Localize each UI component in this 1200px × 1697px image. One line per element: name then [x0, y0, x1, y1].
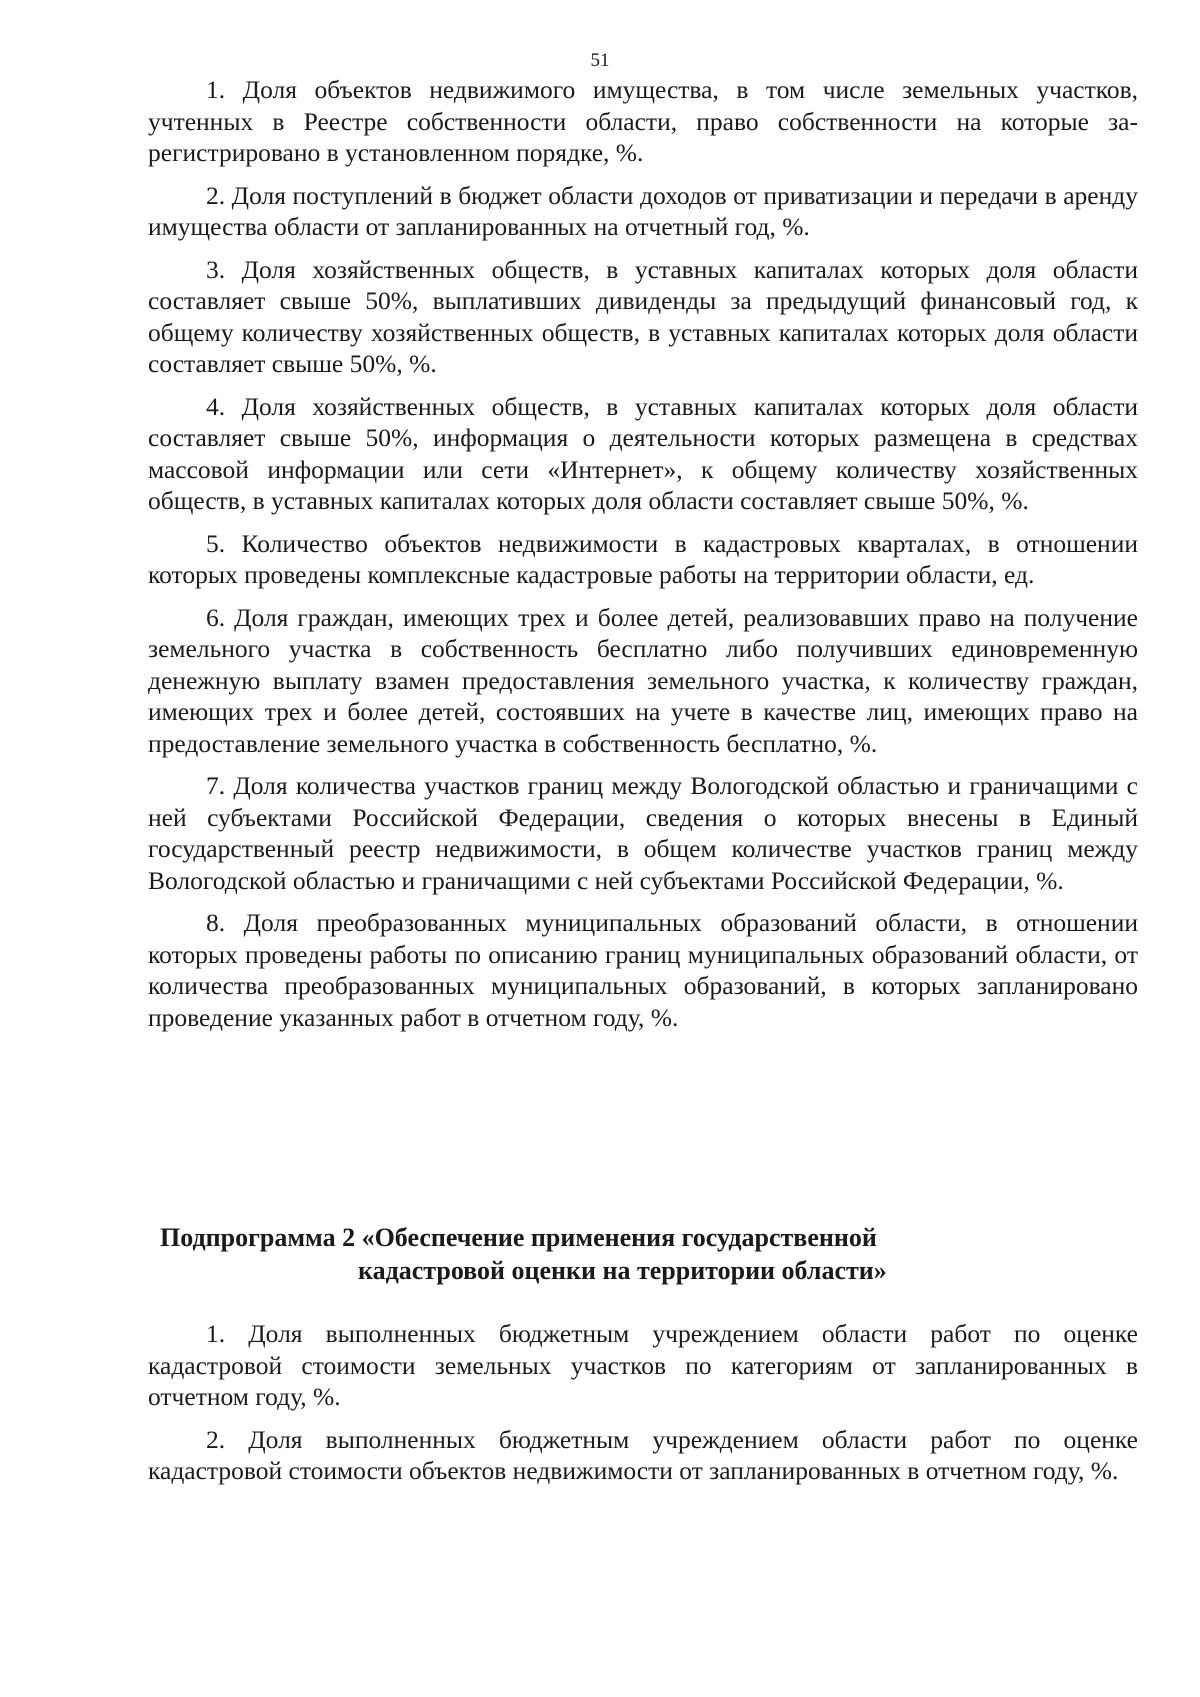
- indicator-paragraph: 2. Доля поступлений в бюджет области доходов от приватизации и передачи в аренду имущества области от запланированных на отчетный год, %.: [148, 180, 1138, 241]
- indicator-paragraph: 3. Доля хозяйственных обществ, в уставных капиталах которых доля области составляет свыше 50%, выплативших дивиденды за предыдущий финансовый год, к общему количеству хозяйственных обществ, в уставных капиталах которых доля области составляет свыше 50%, %.: [148, 254, 1138, 378]
- indicator-paragraph: 1. Доля выполненных бюджетным учреждением области работ по оценке кадастровой стоимости земельных участков по категориям от запланированных в отчетном году, %.: [148, 1319, 1138, 1411]
- subprogram-1-indicators: [148, 74, 1138, 1044]
- indicator-paragraph: 8. Доля преобразованных муниципальных образований области, в отношении которых проведены работы по описанию границ муниципальных образований области, от количества преобразованных муниципальных образований, в которых запланировано проведение указанных работ в отчетном году, %.: [148, 908, 1138, 1032]
- subprogram-heading-line-2: кадастровой оценки на территории области»: [358, 1256, 887, 1285]
- subprogram-heading-line-1: Подпрограмма 2 «Обеспечение применения государственной: [160, 1223, 877, 1252]
- subprogram-2-heading: [148, 1221, 1138, 1287]
- indicator-paragraph: 5. Количество объектов недвижимости в кадастровых кварталах, в отношении которых проведены комплексные кадастровые работы на территории области, ед.: [148, 528, 1138, 589]
- indicator-paragraph: 1. Доля объектов недвижимого имущества, в том числе земельных участков, учтенных в Реестре собственности области, право собственности на которые зарегистрировано в установленном порядке, %.: [148, 75, 1138, 167]
- indicator-paragraph: 7. Доля количества участков границ между Вологодской областью и граничащими с ней субъектами Российской Федерации, сведения о которых внесены в Единый государственный реестр недвижимости, в общем количестве участков границ между Вологодской областью и граничащими с ней субъектами Российской Федерации, %.: [148, 771, 1138, 895]
- indicator-paragraph: 2. Доля выполненных бюджетным учреждением области работ по оценке кадастровой стоимости объектов недвижимости от запланированных в отчетном году, %.: [148, 1424, 1138, 1485]
- subprogram-2-indicators: [148, 1318, 1138, 1498]
- indicator-paragraph: 6. Доля граждан, имеющих трех и более детей, реализовавших право на получение земельного участка в собственность бесплатно либо получивших единовременную денежную выплату взамен предоставления земельного участка, к количеству граждан, имеющих трех и более детей, состоявших на учете в качестве лиц, имеющих право на предоставление земельного участка в собственность бесплатно, %.: [148, 602, 1138, 758]
- indicator-paragraph: 4. Доля хозяйственных обществ, в уставных капиталах которых доля области составляет свыше 50%, информация о деятельности которых размещена в средствах массовой информации или сети «Интернет», к общему количеству хозяйственных обществ, в уставных капиталах которых доля области составляет свыше 50%, %.: [148, 391, 1138, 515]
- page-number: 51: [590, 50, 610, 71]
